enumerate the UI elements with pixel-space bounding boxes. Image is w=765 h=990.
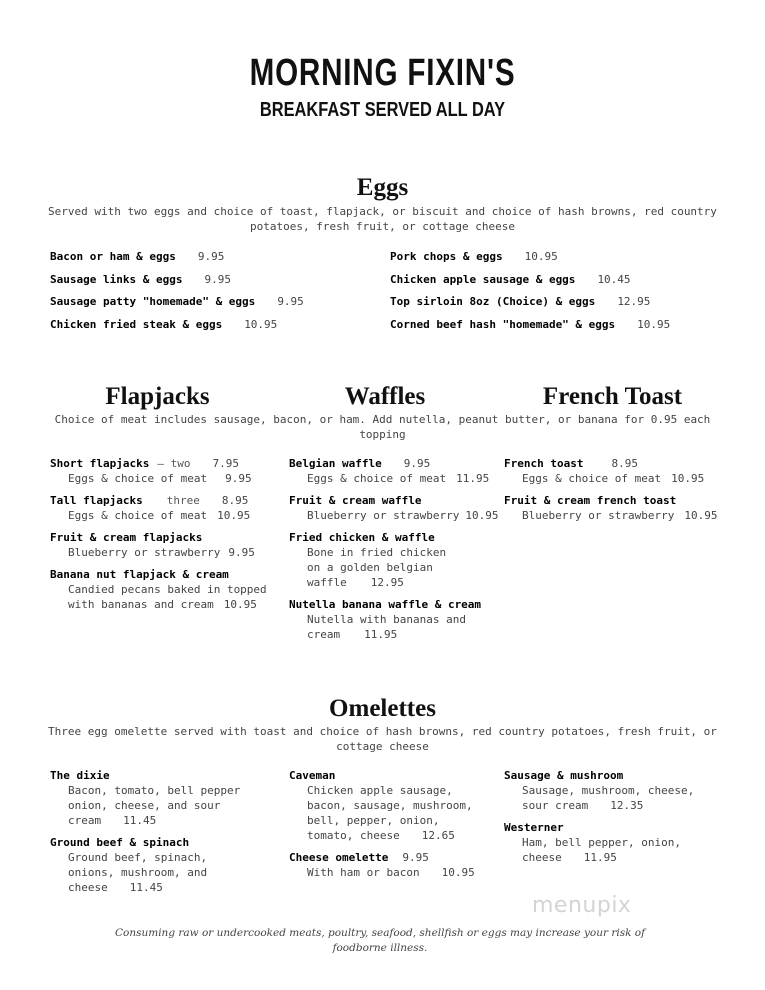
flapjacks-heading: Flapjacks <box>105 383 210 410</box>
waffles-column <box>289 456 498 642</box>
french-toast-column <box>504 456 717 523</box>
menu-item: Sausage & mushroom <box>504 769 624 782</box>
item-detail: Bone in fried chicken <box>307 546 447 559</box>
menu-item: Top sirloin 8oz (Choice) & eggs 12.95 <box>390 295 651 308</box>
menu-item: Chicken fried steak & eggs 10.95 <box>50 317 278 331</box>
menupix-watermark: menupix <box>532 893 632 918</box>
item-detail: cheese 11.95 <box>522 851 617 864</box>
item-detail: Chicken apple sausage, <box>307 784 453 797</box>
item-detail: Eggs & choice of meat 9.95 <box>68 472 252 485</box>
menu-item: Fried chicken & waffle <box>289 531 435 544</box>
item-detail: With ham or bacon 10.95 <box>307 866 475 879</box>
menu-item: Ground beef & spinach <box>50 836 190 849</box>
menu-item: Corned beef hash "homemade" & eggs 10.95 <box>390 317 671 331</box>
omelettes-right-column <box>504 768 694 865</box>
item-detail: bacon, sausage, mushroom, <box>307 799 473 812</box>
item-detail: with bananas and cream 10.95 <box>68 598 257 611</box>
eggs-heading: Eggs <box>356 174 409 201</box>
eggs-description: Served with two eggs and choice of toast, flapjack, or biscuit and choice of hash browns, red country potatoes, fresh fruit, or cottage cheese <box>48 205 717 233</box>
menu-item: Chicken apple sausage & eggs 10.45 <box>390 272 631 286</box>
menu-item: Banana nut flapjack & cream <box>50 568 229 581</box>
menu-item: Nutella banana waffle & cream <box>289 598 482 611</box>
item-detail: cream 11.45 <box>68 814 157 827</box>
menu-item: Fruit & cream french toast <box>504 494 677 507</box>
item-detail: Eggs & choice of meat 10.95 <box>522 472 705 485</box>
menu-item: Fruit & cream flapjacks <box>50 531 203 544</box>
menu-item: Cheese omelette 9.95 <box>289 851 429 864</box>
menu-item: Caveman <box>289 769 336 782</box>
menu-item: Fruit & cream waffle <box>289 494 422 507</box>
item-detail: cream 11.95 <box>307 628 398 641</box>
flapjacks-column <box>50 456 267 612</box>
item-detail: onions, mushroom, and <box>68 866 208 879</box>
item-detail: Blueberry or strawberry 9.95 <box>68 546 255 559</box>
item-detail: Ham, bell pepper, onion, <box>522 836 681 849</box>
menu-item: Tall flapjacks three 8.95 <box>50 494 249 507</box>
item-detail: Eggs & choice of meat 11.95 <box>307 472 490 485</box>
menu-item: Belgian waffle 9.95 <box>289 457 431 470</box>
menu-item: Sausage patty "homemade" & eggs 9.95 <box>50 295 304 308</box>
item-detail: Bacon, tomato, bell pepper <box>68 784 241 797</box>
item-detail: tomato, cheese 12.65 <box>307 829 455 842</box>
waffles-heading: Waffles <box>344 383 426 410</box>
eggs-left-column <box>50 249 304 339</box>
menu-item: Bacon or ham & eggs 9.95 <box>50 250 225 263</box>
eggs-right-column <box>390 249 670 339</box>
french-toast-heading: French Toast <box>542 383 683 410</box>
item-detail: onion, cheese, and sour <box>68 799 221 812</box>
item-detail: cheese 11.45 <box>68 881 163 894</box>
omelettes-middle-column <box>289 768 475 880</box>
item-detail: Sausage, mushroom, cheese, <box>522 784 695 797</box>
menu-item: Westerner <box>504 821 564 834</box>
menu-title: MORNING FIXIN'S <box>249 52 516 94</box>
menu-item: Short flapjacks – two 7.95 <box>50 457 239 470</box>
item-detail: Nutella with bananas and <box>307 613 466 626</box>
item-detail: Blueberry or strawberry 10.95 <box>522 509 718 522</box>
item-detail: Ground beef, spinach, <box>68 851 208 864</box>
menu-item: French toast 8.95 <box>504 457 638 470</box>
item-detail: sour cream 12.35 <box>522 799 644 812</box>
griddle-description: Choice of meat includes sausage, bacon, or ham. Add nutella, peanut butter, or banana for 0.95 each topping <box>54 413 711 441</box>
item-detail: waffle 12.95 <box>307 576 404 589</box>
item-detail: Eggs & choice of meat 10.95 <box>68 509 251 522</box>
item-detail: on a golden belgian <box>307 561 433 574</box>
menu-subtitle: BREAKFAST SERVED ALL DAY <box>259 99 506 121</box>
omelettes-description: Three egg omelette served with toast and choice of hash browns, red country potatoes, fresh fruit, or cottage cheese <box>48 725 717 753</box>
food-safety-disclaimer: Consuming raw or undercooked meats, poultry, seafood, shellfish or eggs may increase your risk of foodborne illness. <box>114 927 646 954</box>
item-detail: Candied pecans baked in topped <box>68 583 267 596</box>
menu-item: Sausage links & eggs 9.95 <box>50 272 231 286</box>
menu-item: Pork chops & eggs 10.95 <box>390 250 558 263</box>
item-detail: bell, pepper, onion, <box>307 814 440 827</box>
omelettes-left-column <box>50 768 240 895</box>
item-detail: Blueberry or strawberry 10.95 <box>307 509 499 522</box>
menu-item: The dixie <box>50 769 110 782</box>
omelettes-heading: Omelettes <box>329 695 436 722</box>
